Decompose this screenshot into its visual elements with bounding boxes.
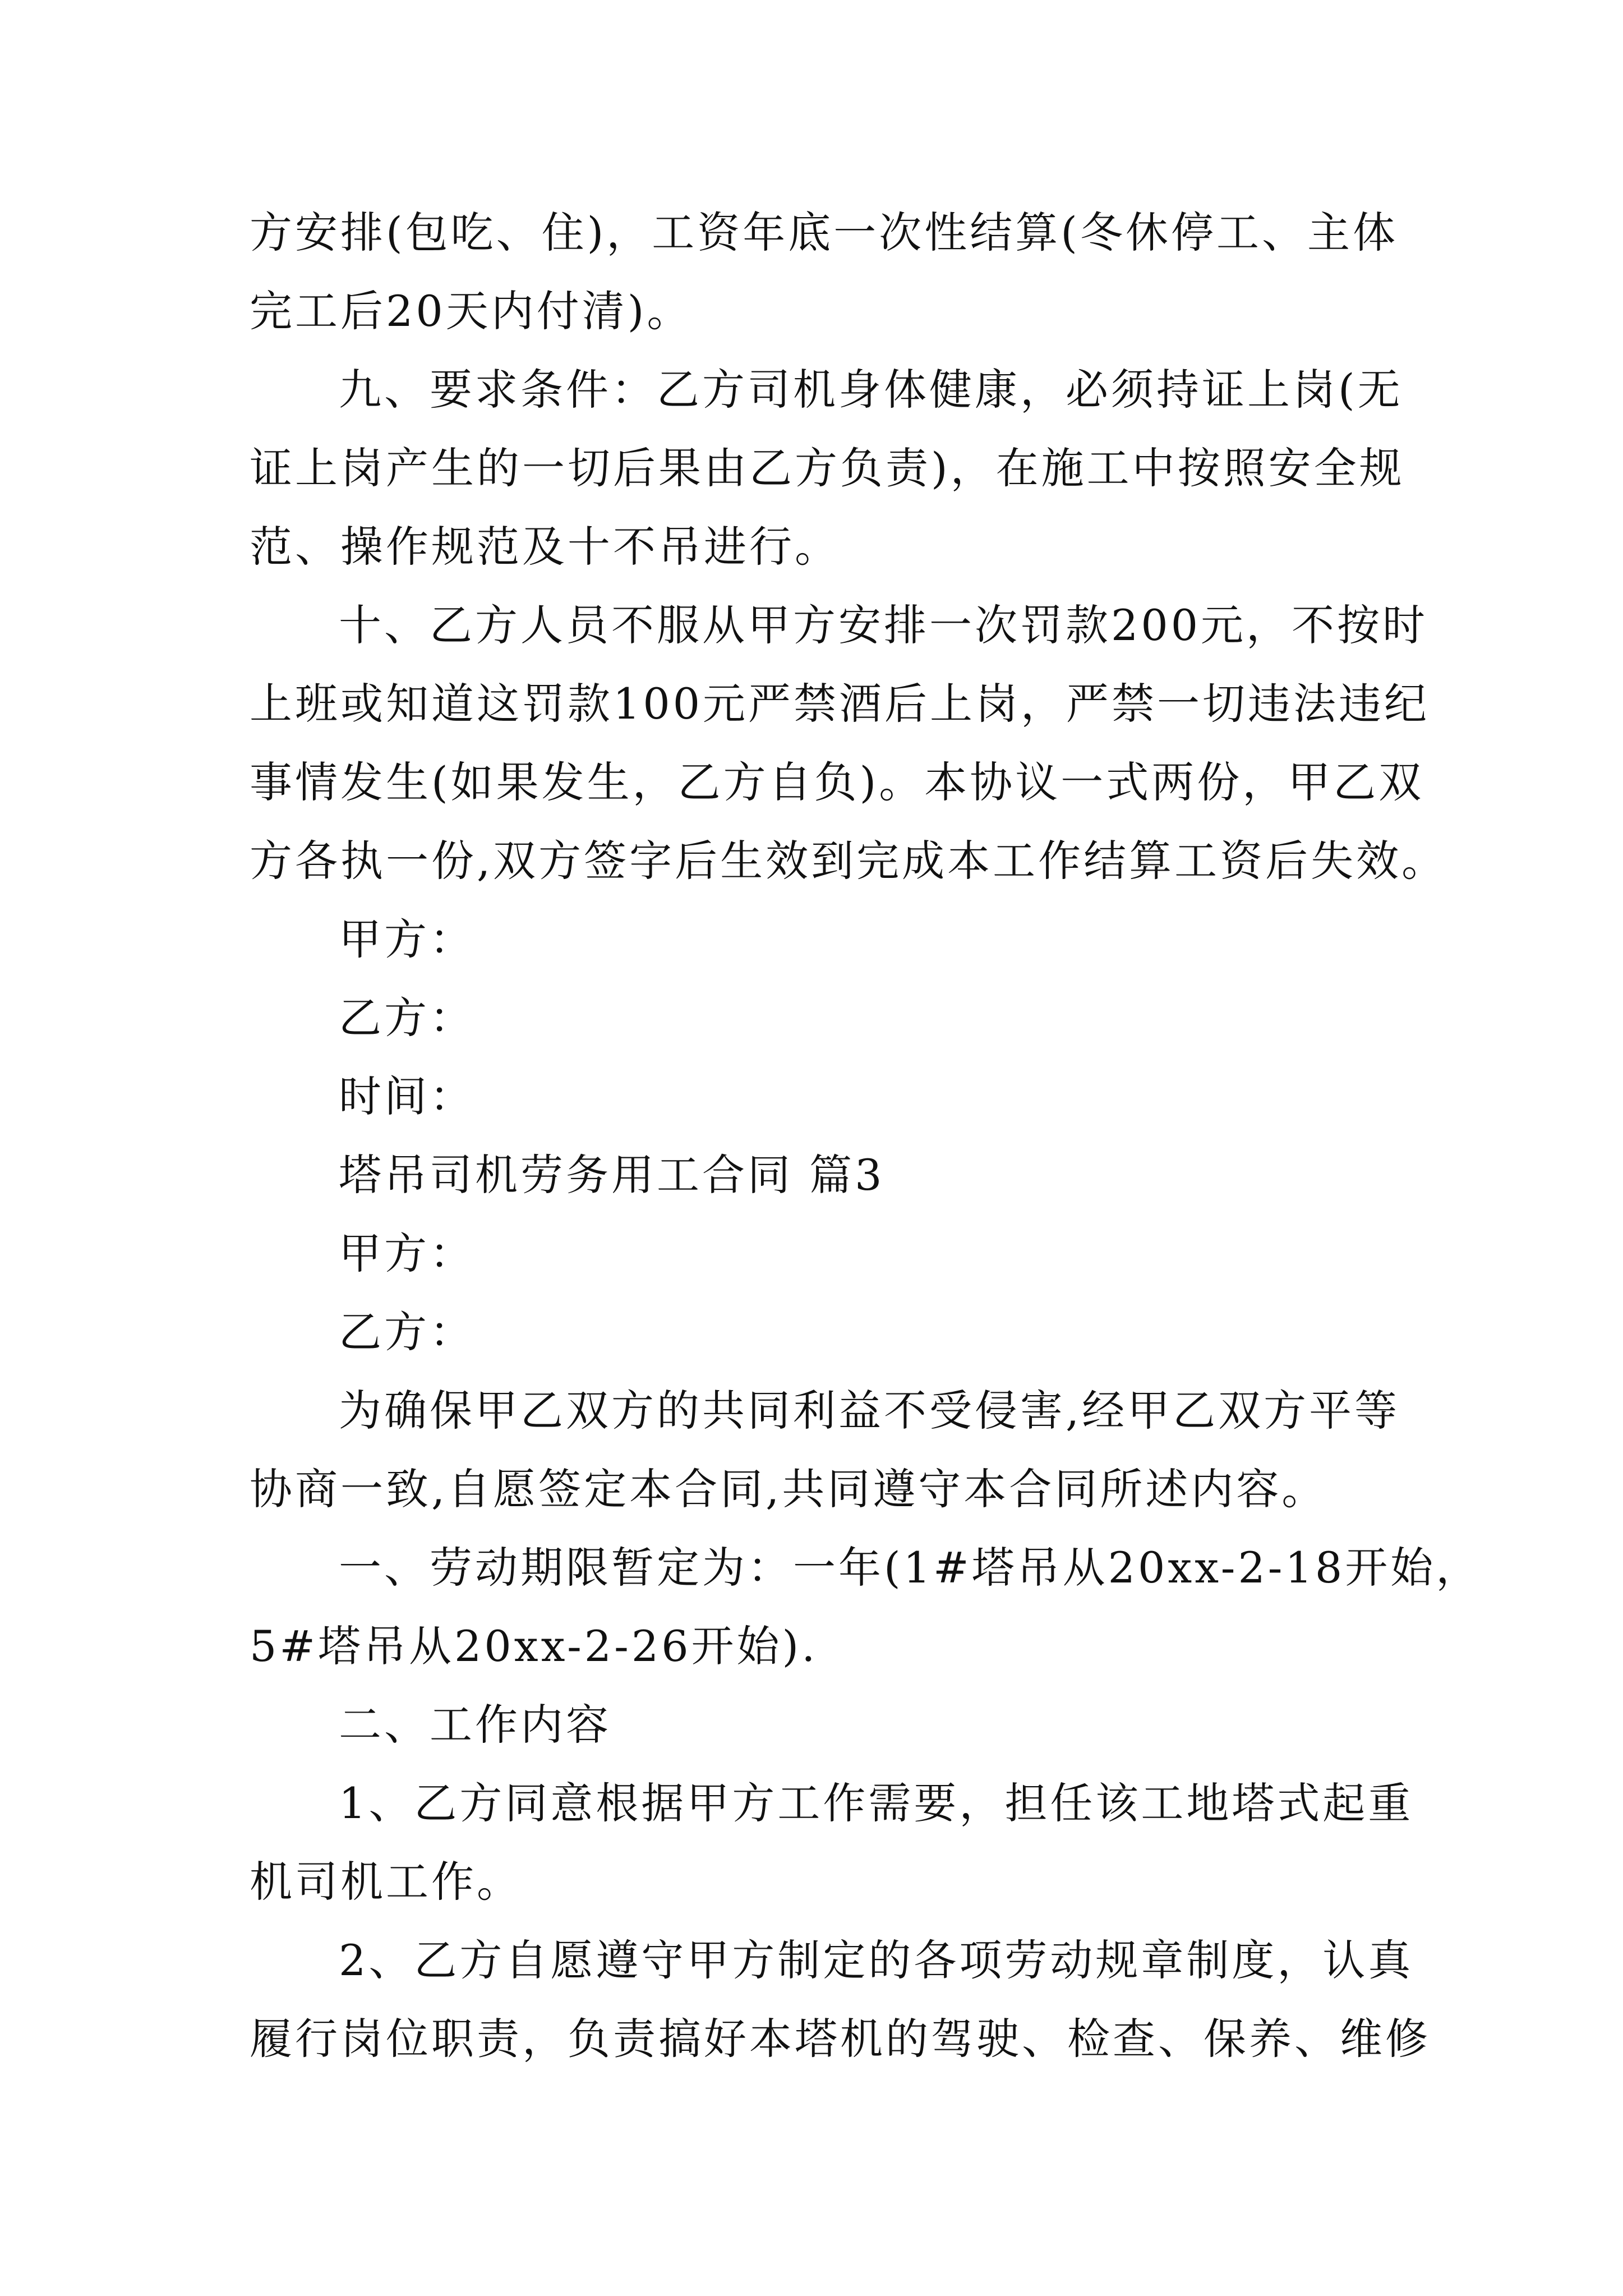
text-line: 一、劳动期限暂定为：一年(1#塔吊从20xx-2-18开始，: [339, 1543, 1482, 1593]
text-line: 5#塔吊从20xx-2-26开始).: [250, 1621, 818, 1671]
text-line: 九、要求条件：乙方司机身体健康，必须持证上岗(无: [339, 365, 1403, 415]
text-line: 二、工作内容: [339, 1700, 611, 1750]
party-b-label: 乙方：: [339, 993, 475, 1043]
date-label: 时间：: [339, 1071, 475, 1121]
party-a-label: 甲方：: [339, 914, 475, 964]
text-line: 事情发生(如果发生，乙方自负)。本协议一式两份，甲乙双: [250, 757, 1424, 807]
text-line: 证上岗产生的一切后果由乙方负责)，在施工中按照安全规: [250, 443, 1405, 493]
text-line: 十、乙方人员不服从甲方安排一次罚款200元，不按时: [339, 600, 1428, 650]
text-line: 1、乙方同意根据甲方工作需要，担任该工地塔式起重: [339, 1778, 1414, 1828]
text-line: 为确保甲乙双方的共同利益不受侵害,经甲乙双方平等: [339, 1386, 1400, 1435]
section-title: 塔吊司机劳务用工合同 篇3: [339, 1150, 885, 1200]
text-line: 完工后20天内付清)。: [250, 286, 693, 336]
party-b-label: 乙方：: [339, 1307, 475, 1357]
text-line: 机司机工作。: [250, 1857, 522, 1907]
text-line: 上班或知道这罚款100元严禁酒后上岗，严禁一切违法违纪: [250, 679, 1430, 729]
text-line: 方各执一份,双方签字后生效到完成本工作结算工资后失效。: [250, 836, 1447, 886]
text-line: 2、乙方自愿遵守甲方制定的各项劳动规章制度，认真: [339, 1935, 1414, 1985]
text-line: 范、操作规范及十不吊进行。: [250, 522, 840, 572]
party-a-label: 甲方：: [339, 1228, 475, 1278]
text-line: 协商一致,自愿签定本合同,共同遵守本合同所述内容。: [250, 1464, 1327, 1514]
text-line: 履行岗位职责，负责搞好本塔机的驾驶、检查、保养、维修: [250, 2014, 1431, 2064]
text-line: 方安排(包吃、住)，工资年底一次性结算(冬休停工、主体: [250, 208, 1398, 257]
